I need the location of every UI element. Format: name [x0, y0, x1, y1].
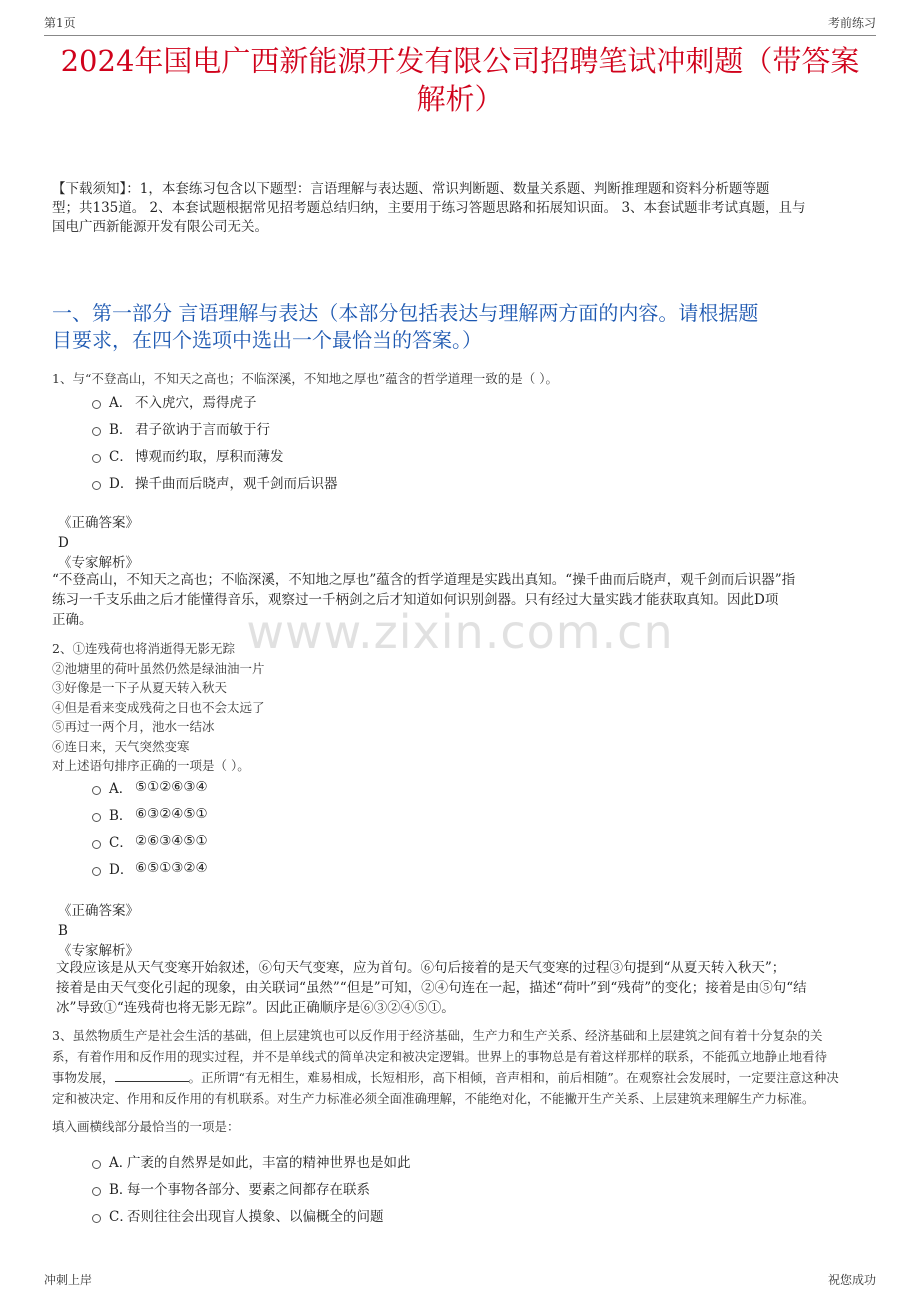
- question-3-prompt: 填入画横线部分最恰当的一项是：: [52, 1119, 240, 1134]
- option-text: 广袤的自然界是如此，丰富的精神世界也是如此: [127, 1155, 411, 1171]
- option-letter: C．: [109, 449, 133, 465]
- page-header: [44, 14, 876, 36]
- section-heading: [52, 300, 868, 354]
- radio-icon[interactable]: [92, 867, 101, 876]
- question-1-option-c[interactable]: [92, 444, 284, 466]
- document-title: [40, 42, 880, 118]
- answer-label: 《正确答案》: [58, 515, 139, 531]
- stem-line: ④但是看来变成残荷之日也不会太远了: [52, 699, 265, 715]
- option-text: ⑥③②④⑤①: [135, 806, 208, 822]
- question-1-option-d[interactable]: [92, 471, 338, 493]
- analysis-label: 《专家解析》: [58, 555, 139, 571]
- question-2-option-c[interactable]: [92, 830, 208, 852]
- stem-line: 定和被决定、作用和反作用的有机联系。对生产力标准必须全面准确理解，不能绝对化，不能撇开生产关系、上层建筑来理解生产力标准。: [52, 1091, 815, 1106]
- question-2-option-d[interactable]: [92, 857, 208, 879]
- question-2-option-a[interactable]: [92, 776, 208, 798]
- option-text: ⑤①②⑥③④: [135, 779, 208, 795]
- option-letter: A．: [109, 781, 133, 797]
- option-text: ⑥⑤①③②④: [135, 860, 208, 876]
- option-letter: A．: [109, 1155, 133, 1171]
- analysis-line: 文段应该是从天气变寒开始叙述，⑥句天气变寒，应为首句。⑥句后接着的是天气变寒的过程③句提到“从夏天转入秋天”；: [56, 960, 786, 976]
- answer-value: B: [58, 923, 68, 939]
- option-text: 操千曲而后晓声，观千剑而后识器: [135, 476, 338, 492]
- question-1-answer-block: [58, 513, 872, 573]
- option-letter: B．: [109, 422, 133, 438]
- section-heading-line-2: 目要求，在四个选项中选出一个最恰当的答案。）: [52, 328, 482, 352]
- option-letter: A．: [109, 395, 133, 411]
- option-text: 博观而约取，厚积而薄发: [135, 449, 284, 465]
- question-1-stem: 1、与“不登高山，不知天之高也；不临深溪，不知地之厚也”蕴含的哲学道理一致的是（ ）。: [52, 371, 558, 386]
- analysis-line: 正确。: [52, 612, 93, 628]
- question-2-options: [52, 776, 870, 886]
- option-text: 君子欲讷于言而敏于行: [135, 422, 270, 438]
- stem-line: 2、①连残荷也将消逝得无影无踪: [52, 641, 235, 656]
- download-notice: [52, 180, 872, 237]
- notice-line: 【下载须知】：1，本套练习包含以下题型：言语理解与表达题、常识判断题、数量关系题、判断推理题和资料分析题等题: [52, 181, 770, 197]
- fill-blank: [115, 1069, 189, 1082]
- question-3-option-a[interactable]: [92, 1150, 411, 1172]
- answer-label: 《正确答案》: [58, 903, 139, 919]
- radio-icon[interactable]: [92, 481, 101, 490]
- question-3-option-b[interactable]: [92, 1177, 370, 1199]
- answer-value: D: [58, 535, 69, 551]
- title-line-2: 解析）: [416, 82, 504, 116]
- stem-text: 。正所谓“有无相生，难易相成，长短相形，高下相倾，音声相和，前后相随”。在观察社会发展时，一定要注意这种决: [188, 1070, 839, 1085]
- option-text: 不入虎穴，焉得虎子: [135, 395, 257, 411]
- question-3-options: [52, 1150, 870, 1230]
- radio-icon[interactable]: [92, 1214, 101, 1223]
- stem-line: 系，有着作用和反作用的现实过程，并不是单线式的简单决定和被决定逻辑。世界上的事物总是有着这样那样的联系，不能孤立地静止地看待: [52, 1049, 828, 1064]
- question-1-option-a[interactable]: [92, 390, 257, 412]
- stem-line: 3、虽然物质生产是社会生活的基础，但上层建筑也可以反作用于经济基础，生产力和生产关系、经济基础和上层建筑之间有着十分复杂的关: [52, 1028, 823, 1043]
- footer-right: 祝您成功: [827, 1273, 876, 1287]
- radio-icon[interactable]: [92, 1187, 101, 1196]
- stem-line: 对上述语句排序正确的一项是（ ）。: [52, 758, 250, 773]
- stem-line: ②池塘里的荷叶虽然仍然是绿油油一片: [52, 660, 265, 676]
- radio-icon[interactable]: [92, 1160, 101, 1169]
- option-letter: B．: [109, 1182, 133, 1198]
- section-heading-line-1: 一、第一部分 言语理解与表达（本部分包括表达与理解两方面的内容。请根据题: [52, 301, 759, 325]
- analysis-line: “不登高山，不知天之高也；不临深溪，不知地之厚也”蕴含的哲学道理是实践出真知。“操千曲而后晓声，观千剑而后识器”指: [52, 572, 796, 588]
- radio-icon[interactable]: [92, 786, 101, 795]
- analysis-label: 《专家解析》: [58, 943, 139, 959]
- option-letter: C．: [109, 835, 133, 851]
- page-footer: [44, 1271, 876, 1288]
- notice-line: 型；共135道。 2、本套试题根据常见招考题总结归纳，主要用于练习答题思路和拓展知识面。 3、本套试题非考试真题，且与: [52, 200, 806, 216]
- stem-line: ⑥连日来，天气突然变寒: [52, 738, 190, 754]
- notice-line: 国电广西新能源开发有限公司无关。: [52, 219, 268, 235]
- option-text: 每一个事物各部分、要素之间都存在联系: [127, 1182, 370, 1198]
- option-letter: C．: [109, 1209, 133, 1225]
- footer-left: 冲刺上岸: [44, 1273, 93, 1287]
- analysis-line: 接着是由天气变化引起的现象，由关联词“虽然”“但是”可知，②④句连在一起，描述“荷叶”到“残荷”的变化；接着是由⑤句“结: [56, 980, 807, 996]
- analysis-line: 练习一千支乐曲之后才能懂得音乐，观察过一千柄剑之后才知道如何识别剑器。只有经过大量实践才能获取真知。因此D项: [52, 592, 779, 608]
- question-2-analysis: [56, 958, 872, 1018]
- option-text: 否则往往会出现盲人摸象、以偏概全的问题: [127, 1209, 384, 1225]
- question-1-option-b[interactable]: [92, 417, 270, 439]
- question-2-answer-block: [58, 901, 872, 961]
- stem-line-with-blank: [52, 1067, 870, 1088]
- title-line-1: 2024年国电广西新能源开发有限公司招聘笔试冲刺题（带答案: [60, 44, 860, 78]
- question-2-option-b[interactable]: [92, 803, 208, 825]
- option-letter: D．: [109, 476, 134, 492]
- analysis-line: 冰”导致①“连残荷也将无影无踪”。因此正确顺序是⑥③②④⑤①。: [56, 1000, 455, 1016]
- radio-icon[interactable]: [92, 840, 101, 849]
- question-1-options: [52, 390, 870, 500]
- radio-icon[interactable]: [92, 454, 101, 463]
- header-tag: 考前练习: [827, 16, 876, 30]
- question-3-option-c[interactable]: [92, 1204, 384, 1226]
- stem-text: 事物发展，: [52, 1070, 115, 1085]
- radio-icon[interactable]: [92, 427, 101, 436]
- page-number: 第1页: [44, 16, 76, 30]
- option-letter: B．: [109, 808, 133, 824]
- watermark: www.zixin.com.cn: [246, 605, 674, 659]
- option-text: ②⑥③④⑤①: [135, 833, 208, 849]
- stem-line: ⑤再过一两个月，池水一结冰: [52, 719, 215, 734]
- radio-icon[interactable]: [92, 813, 101, 822]
- question-2-stem: [52, 639, 870, 776]
- question-3-stem: [52, 1025, 870, 1109]
- radio-icon[interactable]: [92, 400, 101, 409]
- option-letter: D．: [109, 862, 134, 878]
- stem-line: ③好像是一下子从夏天转入秋天: [52, 680, 228, 695]
